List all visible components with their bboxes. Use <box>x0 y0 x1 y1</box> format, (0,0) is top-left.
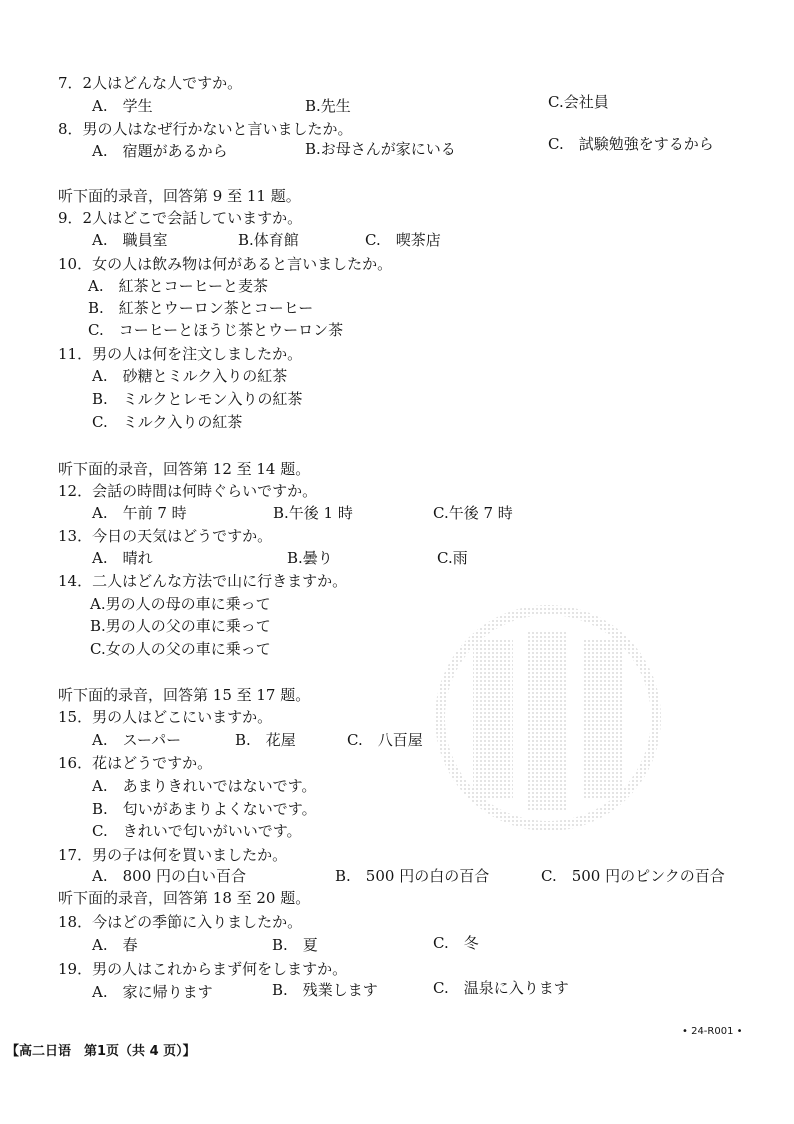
option-b: B.曇り <box>287 549 333 567</box>
question-number: 11． <box>58 345 93 363</box>
option-c: C. 喫茶店 <box>365 231 441 249</box>
option-b: B. ミルクとレモン入りの紅茶 <box>92 390 303 408</box>
option-c: C.雨 <box>437 549 468 567</box>
option-b: B. 匂いがあまりよくないです。 <box>92 800 317 818</box>
option-c: C.会社員 <box>548 93 609 111</box>
question-14 <box>58 571 347 591</box>
option-c: C. 500 円のピンクの百合 <box>541 867 725 885</box>
question-text: 2人はどこで会話していますか。 <box>82 209 303 227</box>
section-heading: 听下面的录音，回答第 15 至 17 题。 <box>58 686 311 704</box>
option-a: A. 春 <box>92 936 138 954</box>
question-number: 19． <box>58 960 93 978</box>
question-13 <box>58 526 272 546</box>
question-number: 10． <box>58 255 93 273</box>
question-number: 18． <box>58 913 93 931</box>
question-number: 16． <box>58 754 93 772</box>
option-a: A. 学生 <box>92 97 153 115</box>
option-c: C. ミルク入りの紅茶 <box>92 413 243 431</box>
option-b: B. 夏 <box>272 936 318 954</box>
option-a: A.男の人の母の車に乗って <box>90 595 271 613</box>
page-code: • 24-R001 • <box>682 1026 743 1037</box>
option-b: B.お母さんが家にいる <box>305 140 456 158</box>
option-c: C.午後 7 時 <box>433 504 513 522</box>
question-19 <box>58 959 347 979</box>
question-16 <box>58 753 212 773</box>
question-15 <box>58 707 272 727</box>
question-text: 今はどの季節に入りましたか。 <box>92 913 303 931</box>
question-11 <box>58 344 302 364</box>
seal-stamp <box>428 600 668 830</box>
option-c: C.女の人の父の車に乗って <box>90 640 271 658</box>
question-number: 12． <box>58 482 93 500</box>
section-heading: 听下面的录音，回答第 18 至 20 题。 <box>58 889 311 907</box>
question-number: 7． <box>58 74 83 92</box>
question-text: 会話の時間は何時ぐらいですか。 <box>92 482 318 500</box>
question-text: 今日の天気はどうですか。 <box>92 527 273 545</box>
option-a: A. 晴れ <box>92 549 153 567</box>
question-7 <box>58 73 242 93</box>
question-text: 花はどうですか。 <box>92 754 213 772</box>
question-12 <box>58 481 317 501</box>
question-text: 男の人は何を注文しましたか。 <box>92 345 303 363</box>
question-number: 17． <box>58 846 93 864</box>
question-text: 男の人はなぜ行かないと言いましたか。 <box>82 120 353 138</box>
option-b: B. 500 円の白の百合 <box>335 867 490 885</box>
question-text: 男の子は何を買いましたか。 <box>92 846 288 864</box>
option-a: A. 家に帰ります <box>92 983 213 1001</box>
option-b: B. 紅茶とウーロン茶とコーヒー <box>88 299 314 317</box>
question-18 <box>58 912 302 932</box>
question-8 <box>58 119 353 139</box>
section-heading: 听下面的录音，回答第 12 至 14 题。 <box>58 460 311 478</box>
question-number: 14． <box>58 572 93 590</box>
question-text: 2人はどんな人ですか。 <box>82 74 243 92</box>
question-text: 女の人は飲み物は何があると言いましたか。 <box>92 255 393 273</box>
option-c: C. 冬 <box>433 934 479 952</box>
option-a: A. 800 円の白い百合 <box>92 867 246 885</box>
page-footer: 【高二日语 第1页（共 4 页）】 <box>6 1044 196 1059</box>
question-number: 8． <box>58 120 83 138</box>
option-b: B.午後 1 時 <box>273 504 353 522</box>
question-number: 9． <box>58 209 83 227</box>
question-9 <box>58 208 302 228</box>
option-c: C. きれいで匂いがいいです。 <box>92 822 302 840</box>
option-a: A. スーパー <box>92 731 182 749</box>
option-a: A. 宿題があるから <box>92 142 228 160</box>
question-number: 15． <box>58 708 93 726</box>
question-number: 13． <box>58 527 93 545</box>
question-text: 男の人はこれからまず何をしますか。 <box>92 960 348 978</box>
question-10 <box>58 254 392 274</box>
option-c: C. 八百屋 <box>347 731 423 749</box>
option-b: B.先生 <box>305 97 351 115</box>
question-text: 二人はどんな方法で山に行きますか。 <box>92 572 348 590</box>
option-a: A. 砂糖とミルク入りの紅茶 <box>92 367 288 385</box>
option-a: A. 職員室 <box>92 231 168 249</box>
option-b: B. 花屋 <box>235 731 296 749</box>
question-text: 男の人はどこにいますか。 <box>92 708 273 726</box>
option-a: A. 午前 7 時 <box>92 504 187 522</box>
option-c: C. 温泉に入ります <box>433 979 569 997</box>
option-b: B.体育館 <box>238 231 299 249</box>
option-c: C. 試験勉強をするから <box>548 135 714 153</box>
option-a: A. 紅茶とコーヒーと麦茶 <box>88 277 269 295</box>
option-b: B. 残業します <box>272 981 378 999</box>
option-a: A. あまりきれいではないです。 <box>92 777 317 795</box>
section-heading: 听下面的录音，回答第 9 至 11 题。 <box>58 187 301 205</box>
option-c: C. コーヒーとほうじ茶とウーロン茶 <box>88 321 344 339</box>
option-b: B.男の人の父の車に乗って <box>90 617 271 635</box>
question-17 <box>58 845 287 865</box>
